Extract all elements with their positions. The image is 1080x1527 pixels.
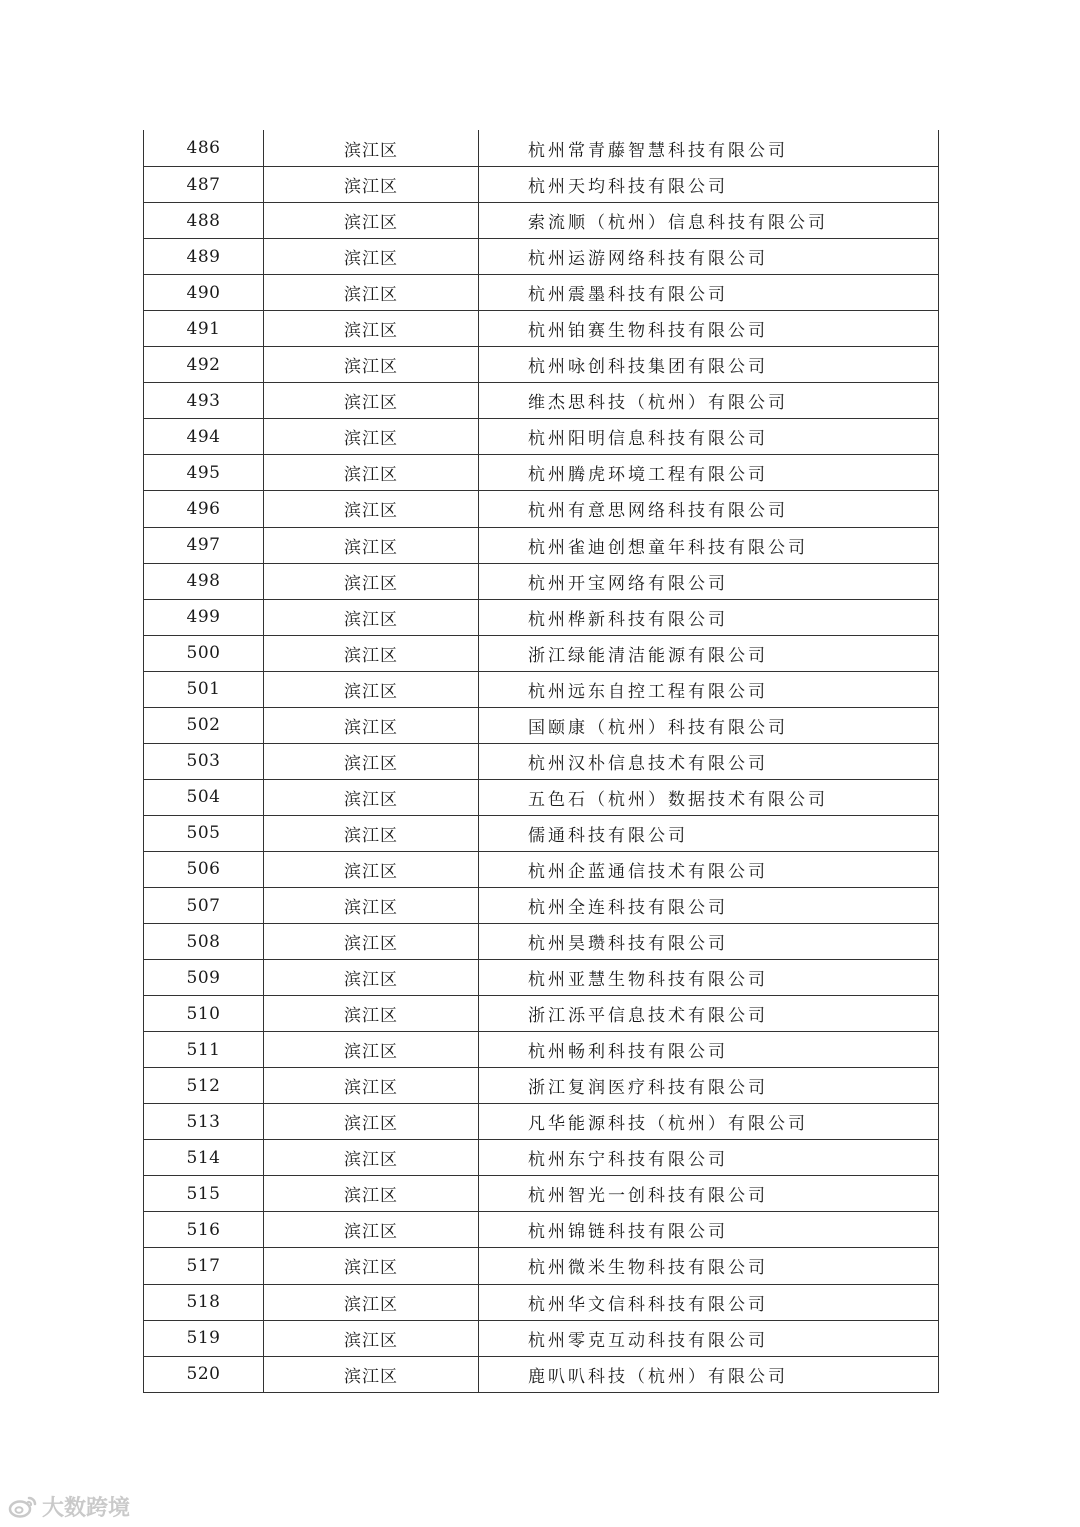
row-number: 491 [144,311,264,346]
table-row [144,707,938,743]
district-cell: 滨江区 [264,708,479,743]
district-cell: 滨江区 [264,383,479,418]
table-row [144,527,938,563]
company-name-cell: 杭州亚慧生物科技有限公司 [528,970,768,991]
company-name-cell: 杭州运游网络科技有限公司 [528,249,768,270]
district-cell: 滨江区 [264,311,479,346]
company-name-cell: 五色石（杭州）数据技术有限公司 [528,789,828,810]
table-row [144,743,938,779]
table-row [144,1247,938,1283]
table-row [144,563,938,599]
district-cell: 滨江区 [264,203,479,238]
district-cell: 滨江区 [264,852,479,887]
company-name-cell: 杭州汉朴信息技术有限公司 [528,753,768,774]
table-row [144,1175,938,1211]
district-cell: 滨江区 [264,600,479,635]
table-row [144,815,938,851]
company-name-cell: 杭州智光一创科技有限公司 [528,1186,768,1207]
company-name-cell: 杭州零克互动科技有限公司 [528,1330,768,1351]
table-row [144,130,938,166]
company-table [143,130,939,1393]
company-name-cell: 杭州开宝网络有限公司 [528,573,728,594]
table-row [144,635,938,671]
company-name-cell: 杭州微米生物科技有限公司 [528,1258,768,1279]
row-number: 498 [144,564,264,599]
row-number: 512 [144,1068,264,1103]
district-cell: 滨江区 [264,1248,479,1283]
company-name-cell: 杭州企蓝通信技术有限公司 [528,861,768,882]
row-number: 519 [144,1321,264,1356]
row-number: 500 [144,636,264,671]
company-name-cell: 维杰思科技（杭州）有限公司 [528,393,788,414]
district-cell: 滨江区 [264,491,479,526]
district-cell: 滨江区 [264,1285,479,1320]
table-row [144,923,938,959]
table-row [144,887,938,923]
district-cell: 滨江区 [264,636,479,671]
district-cell: 滨江区 [264,1321,479,1356]
company-name-cell: 杭州震墨科技有限公司 [528,285,728,306]
district-cell: 滨江区 [264,130,479,166]
district-cell: 滨江区 [264,996,479,1031]
row-number: 515 [144,1176,264,1211]
table-row [144,851,938,887]
row-number: 510 [144,996,264,1031]
table-row [144,382,938,418]
company-name-cell: 杭州天均科技有限公司 [528,177,728,198]
weibo-logo-icon [8,1494,38,1520]
table-row [144,202,938,238]
company-name-cell: 浙江泺平信息技术有限公司 [528,1006,768,1027]
table-row [144,959,938,995]
row-number: 490 [144,275,264,310]
company-name-cell: 杭州远东自控工程有限公司 [528,681,768,702]
district-cell: 滨江区 [264,1140,479,1175]
district-cell: 滨江区 [264,564,479,599]
row-number: 493 [144,383,264,418]
company-name-cell: 鹿叭叭科技（杭州）有限公司 [528,1366,788,1387]
district-cell: 滨江区 [264,1068,479,1103]
row-number: 504 [144,780,264,815]
company-name-cell: 杭州雀迪创想童年科技有限公司 [528,537,808,558]
table-row [144,238,938,274]
row-number: 499 [144,600,264,635]
watermark-text: 大数跨境 [42,1496,131,1521]
company-name-cell: 杭州腾虎环境工程有限公司 [528,465,768,486]
row-number: 513 [144,1104,264,1139]
district-cell: 滨江区 [264,239,479,274]
table-row [144,310,938,346]
table-row [144,1284,938,1320]
table-row [144,1356,938,1392]
watermark [8,1491,130,1522]
row-number: 497 [144,528,264,563]
company-name-cell: 杭州全连科技有限公司 [528,898,728,918]
table-row [144,454,938,490]
row-number: 503 [144,744,264,779]
row-number: 502 [144,708,264,743]
row-number: 486 [144,130,264,166]
row-number: 505 [144,816,264,851]
company-name-cell: 杭州畅利科技有限公司 [528,1042,728,1063]
table-row [144,346,938,382]
table-row [144,274,938,310]
company-name-cell: 杭州昊瓒科技有限公司 [528,934,728,955]
row-number: 501 [144,672,264,707]
district-cell: 滨江区 [264,888,479,923]
district-cell: 滨江区 [264,672,479,707]
row-number: 507 [144,888,264,923]
company-name-cell: 杭州常青藤智慧科技有限公司 [528,140,788,161]
district-cell: 滨江区 [264,419,479,454]
row-number: 492 [144,347,264,382]
row-number: 518 [144,1285,264,1320]
row-number: 506 [144,852,264,887]
company-name-cell: 浙江绿能清洁能源有限公司 [528,645,768,666]
company-name-cell: 浙江复润医疗科技有限公司 [528,1078,768,1099]
district-cell: 滨江区 [264,275,479,310]
district-cell: 滨江区 [264,167,479,202]
row-number: 496 [144,491,264,526]
table-row [144,166,938,202]
row-number: 495 [144,455,264,490]
row-number: 516 [144,1212,264,1247]
company-name-cell: 杭州咏创科技集团有限公司 [528,357,768,378]
table-row [144,779,938,815]
row-number: 494 [144,419,264,454]
company-name-cell: 杭州锦链科技有限公司 [528,1222,728,1243]
table-row [144,1320,938,1356]
table-row [144,1139,938,1175]
table-row [144,1031,938,1067]
company-name-cell: 杭州阳明信息科技有限公司 [528,429,768,450]
row-number: 487 [144,167,264,202]
company-name-cell: 索流顺（杭州）信息科技有限公司 [528,213,828,234]
row-number: 509 [144,960,264,995]
district-cell: 滨江区 [264,1176,479,1211]
table-row [144,995,938,1031]
district-cell: 滨江区 [264,1357,479,1392]
district-cell: 滨江区 [264,455,479,490]
district-cell: 滨江区 [264,1032,479,1067]
row-number: 520 [144,1357,264,1392]
company-name-cell: 儒通科技有限公司 [528,825,688,846]
row-number: 508 [144,924,264,959]
district-cell: 滨江区 [264,780,479,815]
table-row [144,1103,938,1139]
district-cell: 滨江区 [264,816,479,851]
company-name-cell: 杭州铂赛生物科技有限公司 [528,321,768,342]
table-row [144,599,938,635]
table-row [144,490,938,526]
row-number: 489 [144,239,264,274]
company-name-cell: 凡华能源科技（杭州）有限公司 [528,1114,808,1135]
table-row [144,1211,938,1247]
row-number: 517 [144,1248,264,1283]
table-row [144,418,938,454]
district-cell: 滨江区 [264,924,479,959]
company-name-cell: 国颐康（杭州）科技有限公司 [528,717,788,738]
district-cell: 滨江区 [264,528,479,563]
district-cell: 滨江区 [264,1104,479,1139]
district-cell: 滨江区 [264,347,479,382]
company-name-cell: 杭州东宁科技有限公司 [528,1150,728,1171]
table-row [144,1067,938,1103]
table-row [144,671,938,707]
company-name-cell: 杭州桦新科技有限公司 [528,609,728,630]
district-cell: 滨江区 [264,960,479,995]
district-cell: 滨江区 [264,744,479,779]
company-name-cell: 杭州有意思网络科技有限公司 [528,501,788,522]
row-number: 514 [144,1140,264,1175]
row-number: 511 [144,1032,264,1067]
district-cell: 滨江区 [264,1212,479,1247]
row-number: 488 [144,203,264,238]
company-name-cell: 杭州华文信科科技有限公司 [528,1294,768,1315]
